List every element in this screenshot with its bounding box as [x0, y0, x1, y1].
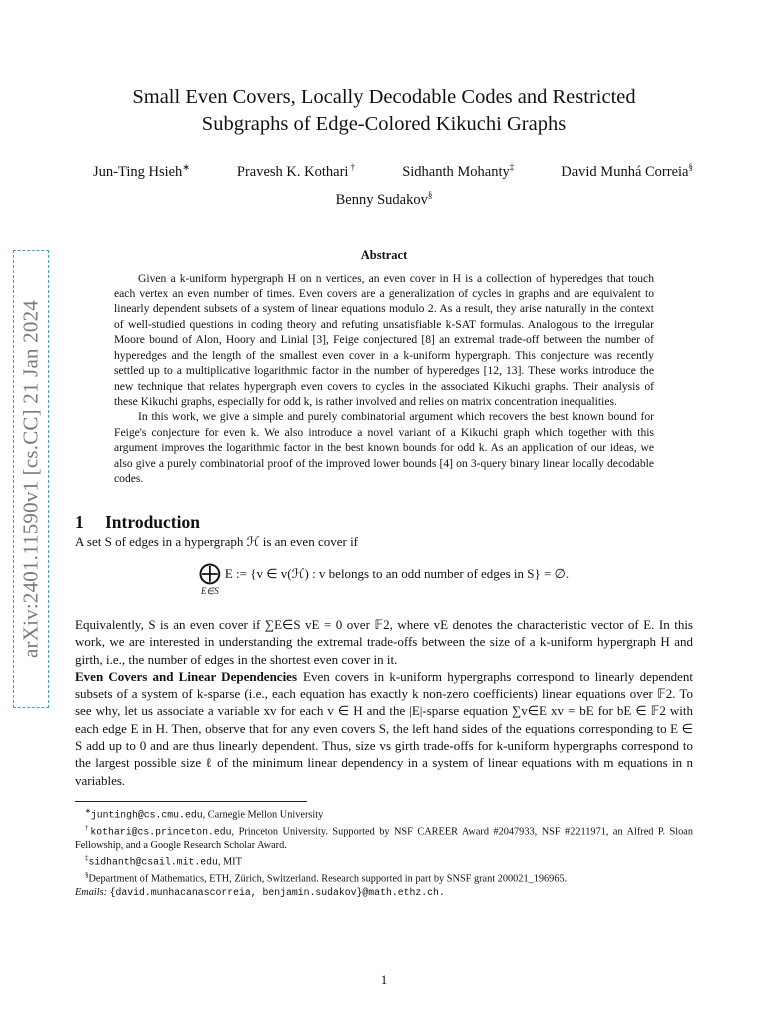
arxiv-id-text: arXiv:2401.11590v1 [cs.CC] 21 Jan 2024: [18, 300, 43, 658]
section-heading-introduction: [75, 512, 693, 533]
title-line-1: Small Even Covers, Locally Decodable Codes and Restricted: [132, 86, 636, 108]
abstract-paragraph-2: In this work, we give a simple and purely combinatorial argument which recovers the best known bound for Feige's conjecture for even k. We also introduce a novel variant of a Kikuchi graph which together with this argument improves the logarithmic factor in the best known bounds for odd k. As an application of our ideas, we also give a purely combinatorial proof of the improved lower bounds [4] on 3-query binary linear locally decodable codes.: [114, 410, 654, 485]
footnote-emails: Emails: {david.munhacanascorreia, benjamin.sudakov}@math.ethz.ch.: [75, 886, 445, 898]
title-line-2: Subgraphs of Edge-Colored Kikuchi Graphs: [201, 113, 567, 135]
paper-page: [75, 84, 693, 899]
footnote-2-email: kothari@cs.princeton.edu: [90, 826, 232, 838]
abstract-paragraph-1: Given a k-uniform hypergraph H on n vertices, an even cover in H is a collection of hyperedges that touch each vertex an even number of times. Even covers are a generalization of cycles in graphs and are equivalent to linearly dependent subsets of a system of linear equations modulo 2. As a result, they arise naturally in the context of well-studied questions in coding theory and refuting unsatisfiable k-SAT formulas. Analogous to the irregular Moore bound of Alon, Hoory and Linial [3], Feige conjectured [8] an extremal trade-off between the number of hyperedges and the length of the smallest even cover in a k-uniform hypergraph. This conjecture was recently settled up to a multiplicative logarithmic factor in the number of hyperedges [12, 13]. These works introduce the new technique that relates hypergraph even covers to cycles in the associated Kikuchi graphs. Their analysis of these Kikuchi graphs, especially for odd k, is rather involved and relies on matrix concentration inequalities.: [114, 271, 654, 408]
author-kothari: Pravesh K. Kothari †: [236, 162, 356, 180]
author-list: [75, 156, 693, 212]
introduction-body: [75, 533, 693, 789]
paragraph-heading: Even Covers and Linear Dependencies: [75, 668, 298, 684]
author-row-1: [75, 156, 693, 184]
author-mohanty: Sidhanth Mohanty‡: [402, 162, 515, 180]
footnote-3-email: sidhanth@csail.mit.edu: [88, 856, 218, 868]
intro-paragraph-3: [75, 668, 693, 789]
author-correia: David Munhá Correia§: [561, 162, 693, 180]
footnote-1: ∗juntingh@cs.cmu.edu, Carnegie Mellon University: [85, 806, 324, 821]
footnote-4: §Department of Mathematics, ETH, Zürich, Switzerland. Research supported in part by SNSF grant 200021_196965.: [85, 870, 568, 885]
intro-paragraph-2: Equivalently, S is an even cover if ∑E∈S vE = 0 over 𝔽2, where vE denotes the characteristic vector of E. In this work, we are interested in understanding the extremal trade-offs between the size of a k-uniform hypergraph H and girth, i.e., the number of edges in the shortest even cover in it.: [75, 616, 693, 667]
footnotes: [75, 805, 693, 899]
author-sudakov: Benny Sudakov§: [335, 189, 433, 208]
footnote-divider: [75, 801, 307, 802]
paragraph-3-text: Even covers in k-uniform hypergraphs correspond to linearly dependent subsets of a system of k-sparse (i.e., each equation has exactly k non-zero coefficients) linear equations over 𝔽2. To see why, let us associate a variable xv for each v ∈ H and the |E|-sparse equation ∑v∈E xv = bE for bE ∈ 𝔽2 with each edge E in H. Then, observe that for any even covers S, the left hand sides of the equations corresponding to E ∈ S add up to 0 and are thus linearly dependent. Thus, size vs girth trade-offs for k-uniform hypergraphs correspond to the largest possible size ℓ of the minimum linear dependency in a system of linear equations with m equations in n variables.: [75, 668, 693, 788]
footnote-3: ‡sidhanth@csail.mit.edu, MIT: [85, 853, 242, 868]
author-hsieh: Jun-Ting Hsieh∗: [93, 162, 190, 180]
section-title: Introduction: [105, 512, 200, 533]
page-number: 1: [380, 972, 388, 987]
footnote-1-email: juntingh@cs.cmu.edu: [90, 809, 203, 821]
arxiv-identifier-stamp: [13, 250, 49, 708]
equation-body: E := {v ∈ v(ℋ) : v belongs to an odd number of edges in S} = ∅.: [224, 565, 570, 581]
author-row-2: [75, 184, 693, 212]
intro-paragraph-1: A set S of edges in a hypergraph ℋ is an even cover if: [75, 534, 359, 550]
abstract-body: [114, 271, 654, 487]
abstract-heading: Abstract: [360, 247, 408, 262]
section-number: 1: [75, 512, 84, 533]
big-oplus-operator: [198, 559, 221, 600]
footnote-2: †kothari@cs.princeton.edu, Princeton University. Supported by NSF CAREER Award #2047933, NSF #2211971, an Alfred P. Sloan Fellowship, and a Google Research Scholar Award.: [75, 823, 694, 851]
oplus-subscript: E∈S: [200, 585, 219, 596]
paper-title: [75, 84, 693, 138]
even-cover-equation: [75, 559, 693, 600]
oplus-symbol: ⨁: [198, 559, 221, 585]
